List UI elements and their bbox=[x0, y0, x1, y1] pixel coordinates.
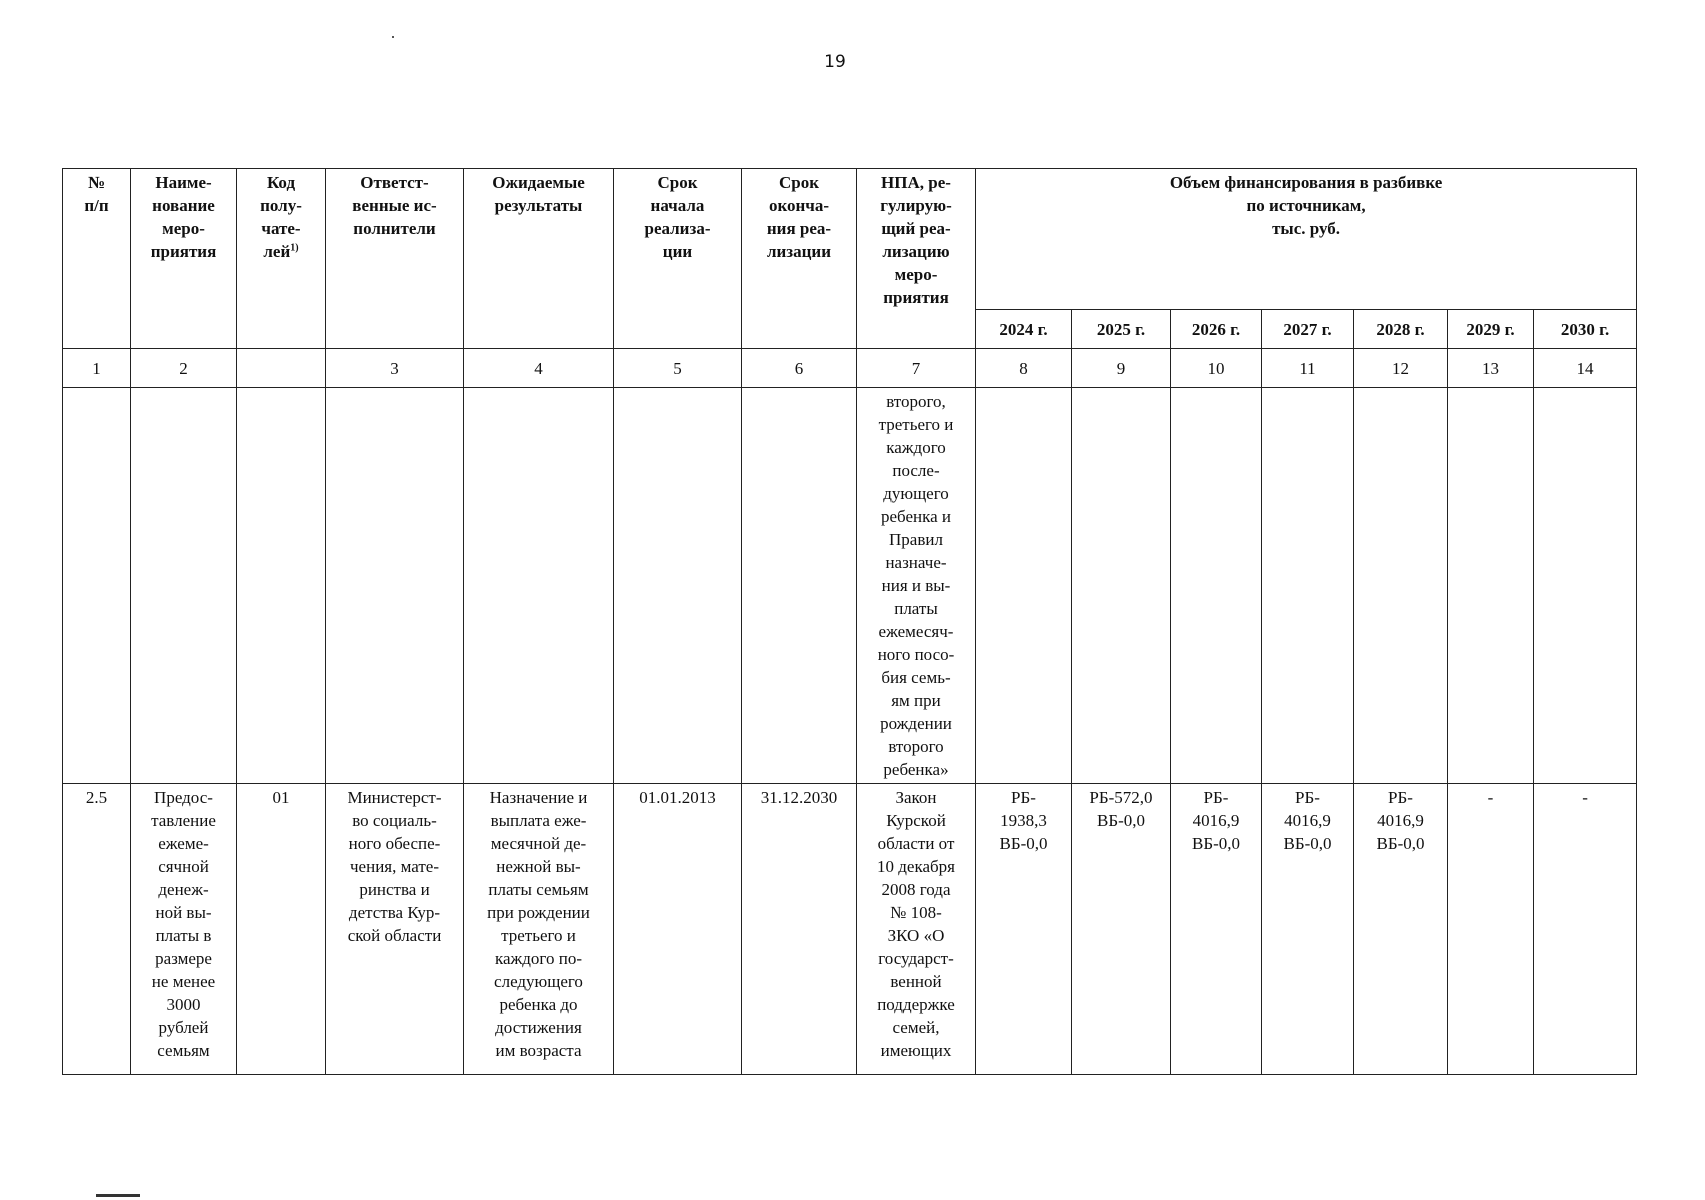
table-cell bbox=[614, 388, 742, 784]
continuation-row bbox=[63, 388, 1637, 784]
header-expected-results: Ожидаемые результаты bbox=[464, 169, 614, 349]
column-number: 3 bbox=[326, 349, 464, 388]
table-cell bbox=[1534, 388, 1637, 784]
header-npa: НПА, ре- гулирую- щий реа- лизацию меро- приятия bbox=[857, 169, 976, 349]
table-cell bbox=[1448, 388, 1534, 784]
table-cell bbox=[326, 388, 464, 784]
column-number: 10 bbox=[1171, 349, 1262, 388]
year-2024: 2024 г. bbox=[976, 310, 1072, 349]
npa-cell: Закон Курской области от 10 декабря 2008 года № 108- ЗКО «О государст- венной поддержке семей, имеющих bbox=[857, 784, 976, 1075]
header-measure-name: Наиме- нование меро- приятия bbox=[131, 169, 237, 349]
funding-2027-cell: РБ- 4016,9 ВБ-0,0 bbox=[1262, 784, 1354, 1075]
column-number: 2 bbox=[131, 349, 237, 388]
table-cell bbox=[464, 388, 614, 784]
year-2029: 2029 г. bbox=[1448, 310, 1534, 349]
page-number: 19 bbox=[824, 52, 846, 72]
year-2030: 2030 г. bbox=[1534, 310, 1637, 349]
year-2027: 2027 г. bbox=[1262, 310, 1354, 349]
column-number: 5 bbox=[614, 349, 742, 388]
table-cell bbox=[237, 388, 326, 784]
header-row bbox=[63, 169, 1637, 310]
results-cell: Назначение и выплата еже- месячной де- нежной вы- платы семьям при рождении третьего и каждого по- следующего ребенка до достижения им возраста bbox=[464, 784, 614, 1075]
year-2025: 2025 г. bbox=[1072, 310, 1171, 349]
scan-mark bbox=[96, 1194, 140, 1197]
table-cell bbox=[1354, 388, 1448, 784]
funding-2026-cell: РБ- 4016,9 ВБ-0,0 bbox=[1171, 784, 1262, 1075]
recipient-code-cell: 01 bbox=[237, 784, 326, 1075]
column-number: 11 bbox=[1262, 349, 1354, 388]
funding-2025-cell: РБ-572,0 ВБ-0,0 bbox=[1072, 784, 1171, 1075]
table-cell bbox=[63, 388, 131, 784]
column-number: 8 bbox=[976, 349, 1072, 388]
year-2026: 2026 г. bbox=[1171, 310, 1262, 349]
header-start-date: Срок начала реализа- ции bbox=[614, 169, 742, 349]
header-recipient-code-text: Код полу- чате- лей bbox=[260, 173, 302, 261]
funding-2029-cell: - bbox=[1448, 784, 1534, 1075]
column-number: 1 bbox=[63, 349, 131, 388]
funding-2024-cell: РБ- 1938,3 ВБ-0,0 bbox=[976, 784, 1072, 1075]
executor-cell: Министерст- во социаль- ного обеспе- чения, мате- ринства и детства Кур- ской области bbox=[326, 784, 464, 1075]
program-measures-table bbox=[62, 168, 1637, 1075]
npa-continuation-cell: второго, третьего и каждого после- дующего ребенка и Правил назначе- ния и вы- платы ежемесяч- ного посо- бия семь- ям при рождении второго ребенка» bbox=[857, 388, 976, 784]
footnote-marker: 1) bbox=[290, 242, 299, 254]
header-end-date: Срок оконча- ния реа- лизации bbox=[742, 169, 857, 349]
column-number: 14 bbox=[1534, 349, 1637, 388]
table-cell bbox=[1072, 388, 1171, 784]
table-cell bbox=[742, 388, 857, 784]
funding-2028-cell: РБ- 4016,9 ВБ-0,0 bbox=[1354, 784, 1448, 1075]
column-number: 4 bbox=[464, 349, 614, 388]
column-number bbox=[237, 349, 326, 388]
measure-name-cell: Предос- тавление ежеме- сячной денеж- ной вы- платы в размере не менее 3000 рублей семьям bbox=[131, 784, 237, 1075]
start-date-cell: 01.01.2013 bbox=[614, 784, 742, 1075]
column-number: 7 bbox=[857, 349, 976, 388]
header-funding: Объем финансирования в разбивке по источникам, тыс. руб. bbox=[976, 169, 1637, 310]
scan-speck bbox=[392, 36, 394, 38]
table-row-2-5 bbox=[63, 784, 1637, 1075]
table-cell bbox=[976, 388, 1072, 784]
column-number: 9 bbox=[1072, 349, 1171, 388]
column-number: 12 bbox=[1354, 349, 1448, 388]
row-number-cell: 2.5 bbox=[63, 784, 131, 1075]
table-cell bbox=[131, 388, 237, 784]
end-date-cell: 31.12.2030 bbox=[742, 784, 857, 1075]
header-recipient-code bbox=[237, 169, 326, 349]
table-cell bbox=[1171, 388, 1262, 784]
header-executors: Ответст- венные ис- полнители bbox=[326, 169, 464, 349]
column-numbers-row bbox=[63, 349, 1637, 388]
table-cell bbox=[1262, 388, 1354, 784]
year-2028: 2028 г. bbox=[1354, 310, 1448, 349]
funding-2030-cell: - bbox=[1534, 784, 1637, 1075]
column-number: 6 bbox=[742, 349, 857, 388]
header-number: № п/п bbox=[63, 169, 131, 349]
column-number: 13 bbox=[1448, 349, 1534, 388]
